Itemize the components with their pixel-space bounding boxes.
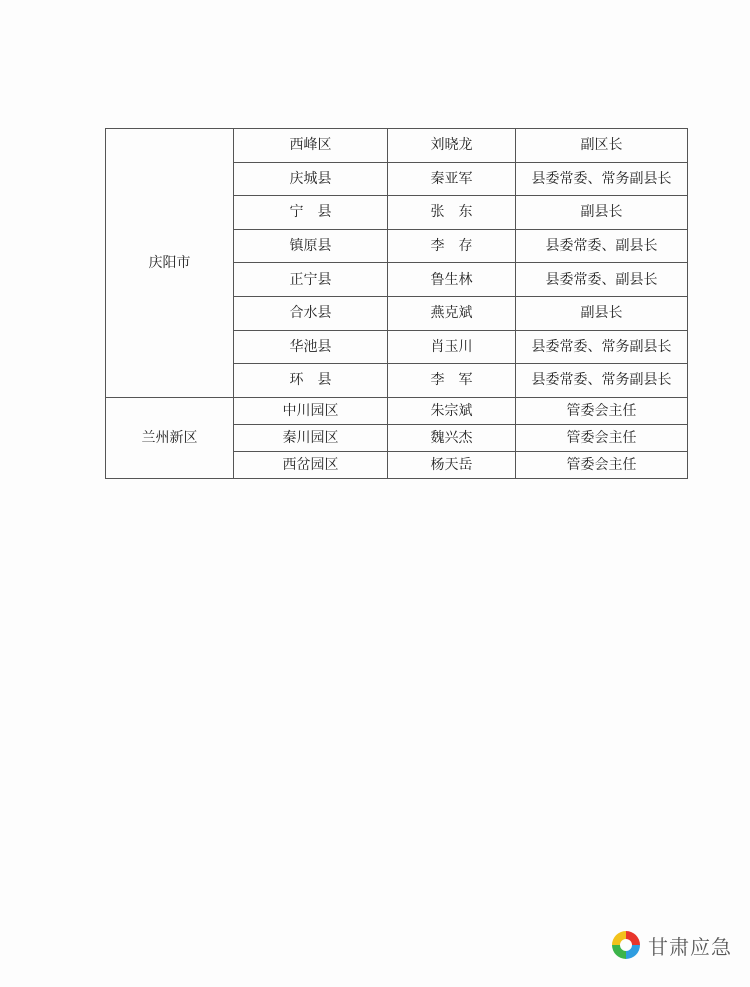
position-cell: 管委会主任	[516, 397, 688, 424]
position-cell: 管委会主任	[516, 451, 688, 478]
unit-cell: 中川园区	[234, 397, 388, 424]
name-cell: 魏兴杰	[388, 424, 516, 451]
name-cell: 燕克斌	[388, 296, 516, 330]
watermark	[608, 927, 732, 963]
name-cell: 鲁生林	[388, 263, 516, 297]
city-cell: 庆阳市	[106, 129, 234, 398]
table-row	[106, 129, 688, 163]
swirl-logo-icon	[608, 927, 644, 963]
unit-cell: 秦川园区	[234, 424, 388, 451]
position-cell: 县委常委、常务副县长	[516, 364, 688, 398]
roster-table	[105, 128, 688, 479]
name-cell: 刘晓龙	[388, 129, 516, 163]
unit-cell: 合水县	[234, 296, 388, 330]
position-cell: 管委会主任	[516, 424, 688, 451]
unit-cell: 正宁县	[234, 263, 388, 297]
unit-cell: 环 县	[234, 364, 388, 398]
watermark-text: 甘肃应急	[648, 934, 732, 959]
name-cell: 秦亚军	[388, 162, 516, 196]
position-cell: 副县长	[516, 196, 688, 230]
name-cell: 杨天岳	[388, 451, 516, 478]
position-cell: 县委常委、常务副县长	[516, 330, 688, 364]
name-cell: 肖玉川	[388, 330, 516, 364]
name-cell: 朱宗斌	[388, 397, 516, 424]
name-cell: 张 东	[388, 196, 516, 230]
name-cell: 李 军	[388, 364, 516, 398]
position-cell: 副县长	[516, 296, 688, 330]
city-cell: 兰州新区	[106, 397, 234, 478]
position-cell: 县委常委、常务副县长	[516, 162, 688, 196]
unit-cell: 西峰区	[234, 129, 388, 163]
position-cell: 县委常委、副县长	[516, 263, 688, 297]
unit-cell: 宁 县	[234, 196, 388, 230]
position-cell: 县委常委、副县长	[516, 229, 688, 263]
name-cell: 李 存	[388, 229, 516, 263]
unit-cell: 华池县	[234, 330, 388, 364]
unit-cell: 镇原县	[234, 229, 388, 263]
table-row	[106, 397, 688, 424]
position-cell: 副区长	[516, 129, 688, 163]
unit-cell: 庆城县	[234, 162, 388, 196]
unit-cell: 西岔园区	[234, 451, 388, 478]
